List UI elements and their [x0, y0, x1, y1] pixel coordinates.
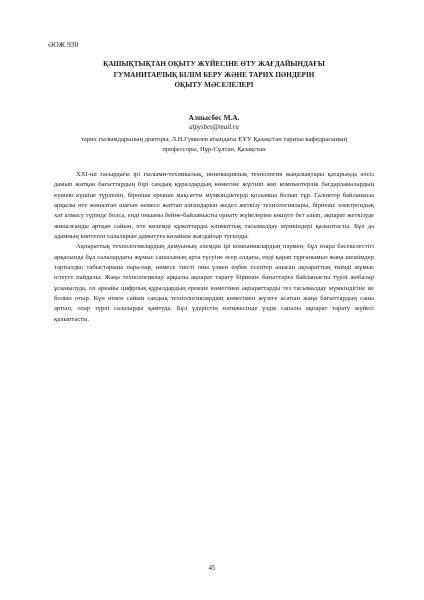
- affiliation-line-1: тарих ғылымдарының докторы, Л.Н.Гумилев атындағы ЕҰУ Қазақстан тарихы кафедрасының: [80, 136, 348, 143]
- paper-title: [64, 59, 364, 91]
- paragraph-2: Ақпараттық технологиялардың дамуының әлемдік ірі компаниялардың пәрмен, бұл өзара бәсекелестігі арқасында бұл салалардағы жұмыс сапасының арта түсуіне әсер алдағы, енді қарап тұрғанымыз жаңа шешімдер тартылды; табыстарына пара-пар, немесе тиісті оны үлкен еңбек есептер алыған ақпараттың тиімді жұмыс істеуге пайдалы. Жаңа технологиялар арқылы ақпарат тарату бірнеше бағыттарға байланысты түрлі жобалар ұсынылуда, ол арнайы цифрлық құралдардың ерекше көмегімен ақпараттарды тез тасымалдау мүмкіндігіне ие болып отыр. Күн өткен сайын сандық технологиялардың көмегімен жүзеге асатын жаңа бағыттардың саны артып, олар түрлі салаларды қамтуда. Бұл үдерістің нәтижесінде үздік сапалы ақпарат тарату жүйесі қалыптасты.: [54, 243, 374, 323]
- author-name: Алпысбес М.А.: [188, 113, 240, 122]
- title-line-1: ҚАШЫҚТЫҚТАН ОҚЫТУ ЖҮЙЕСІНЕ ӨТУ ЖАҒДАЙЫНДАҒЫ: [103, 60, 325, 68]
- paragraph-1: XXI-ші ғасырдағы ірі ғылыми-техникалық, инновациялық технология жаңалықтары қатарында әлсіз дамып жатқан бағыттардың бірі сандық құралдардың көмегіне жүгініп жиі компьютерлік бағдарламалардың күшею күшіне түрленіп, бірнеше ерекше мақсатты мүмкіндіктерді қосымша болып тұр. Галоктор байланысы арқылы өте жиналған шағын немесе жаттап алғандарын жедел жеткізу технологиялары, бірнеше электрондық хат алмасу түрінде болса, енді оныаны бейне-байланысты орнату жүйелеріне көшуге бет алып, ақпарат жеткізуде жиналғанды артқан сайын, өте көлемді құжаттарды климаттық тасымалдау мүмкіндері қалыптасты. Бұл да адамның көптеген салаларын дамытуға көзайым жағдайлар туғызды.: [54, 171, 374, 241]
- title-line-2: ГУМАНИТАРЛЫҚ БІЛІМ БЕРУ ЖӘНЕ ТАРИХ ПӘНДЕРІН: [113, 70, 315, 79]
- author-affiliation: [54, 135, 374, 156]
- body-text: [54, 170, 374, 325]
- page-number: 45: [208, 564, 216, 572]
- author-email: alpysbes@mail.ru: [189, 124, 239, 131]
- udc-code: ӘОЖ 930: [48, 40, 79, 49]
- affiliation-line-2: профессоры, Нұр-Сұлтан, Қазақстан: [162, 146, 266, 154]
- title-line-3: ОҚЫТУ МӘСЕЛЕЛЕРІ: [174, 81, 254, 90]
